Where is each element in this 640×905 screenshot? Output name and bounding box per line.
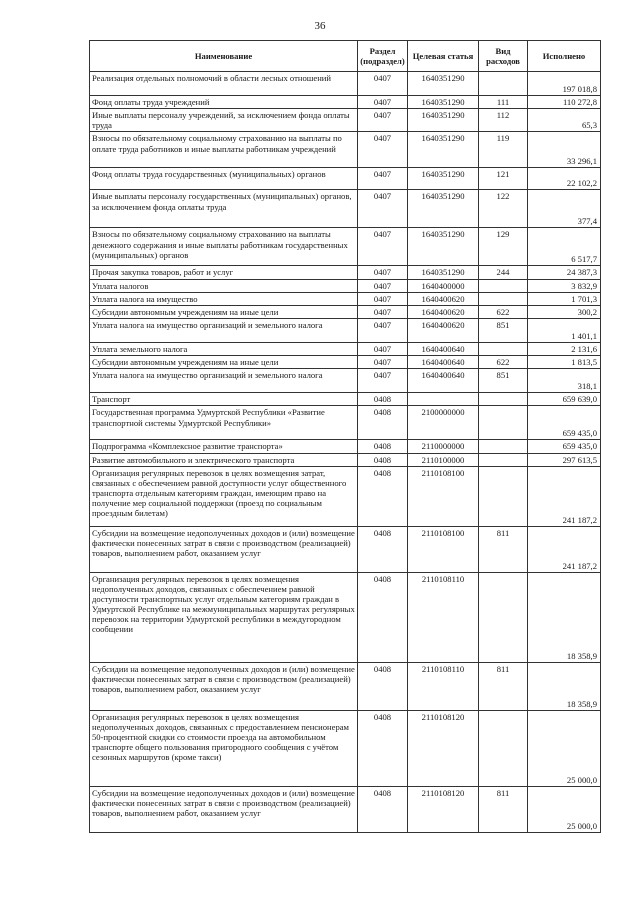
table-row (90, 406, 601, 440)
cell-name: Иные выплаты персоналу государственных (муниципальных) органов, за исключением фонда оплаты труда (90, 190, 358, 228)
table-row (90, 572, 601, 662)
table-row (90, 369, 601, 393)
cell-statya: 1640351290 (408, 109, 479, 132)
cell-ispolneno: 297 613,5 (528, 453, 601, 466)
cell-statya: 1640351290 (408, 72, 479, 96)
cell-name: Субсидии на возмещение недополученных доходов и (или) возмещение фактически понесенных затрат в связи с производством (реализацией) товаров, выполнением работ, оказанием услуг (90, 786, 358, 832)
cell-name: Субсидии на возмещение недополученных доходов и (или) возмещение фактически понесенных затрат в связи с производством (реализацией) товаров, выполнением работ, оказанием услуг (90, 662, 358, 710)
table-row (90, 266, 601, 279)
cell-name: Субсидии автономным учреждениям на иные цели (90, 305, 358, 318)
table-row (90, 132, 601, 168)
cell-name: Развитие автомобильного и электрического транспорта (90, 453, 358, 466)
cell-name: Иные выплаты персоналу учреждений, за исключением фонда оплаты труда (90, 109, 358, 132)
table-row (90, 440, 601, 453)
cell-vid: 112 (479, 109, 528, 132)
cell-name: Организация регулярных перевозок в целях возмещения недополученных доходов, связанных с обеспечением равной доступности транспортных услуг отдельным категориям граждан в Удмуртской Республике на межмуниципальных маршрутах регулярных перевозок на территории Удмуртской республики в междугородном сообщении (90, 572, 358, 662)
cell-razdel: 0407 (358, 279, 408, 292)
cell-ispolneno: 3 832,9 (528, 279, 601, 292)
table-row (90, 96, 601, 109)
cell-vid: 622 (479, 356, 528, 369)
cell-razdel: 0408 (358, 406, 408, 440)
cell-statya: 1640351290 (408, 96, 479, 109)
cell-ispolneno: 300,2 (528, 305, 601, 318)
cell-vid (479, 406, 528, 440)
cell-vid: 811 (479, 786, 528, 832)
table-body (90, 72, 601, 833)
cell-ispolneno: 1 813,5 (528, 356, 601, 369)
cell-vid: 622 (479, 305, 528, 318)
cell-statya: 2110108110 (408, 662, 479, 710)
header-ispolneno: Исполнено (528, 41, 601, 72)
cell-vid (479, 440, 528, 453)
cell-name: Фонд оплаты труда государственных (муниципальных) органов (90, 168, 358, 190)
cell-ispolneno: 1 401,1 (528, 318, 601, 342)
cell-ispolneno: 22 102,2 (528, 168, 601, 190)
cell-statya: 1640351290 (408, 228, 479, 266)
cell-vid (479, 572, 528, 662)
cell-vid (479, 393, 528, 406)
cell-ispolneno: 377,4 (528, 190, 601, 228)
cell-ispolneno: 659 435,0 (528, 406, 601, 440)
header-vid: Вид расходов (479, 41, 528, 72)
cell-name: Уплата налогов (90, 279, 358, 292)
cell-statya: 2110100000 (408, 453, 479, 466)
cell-name: Государственная программа Удмуртской Республики «Развитие транспортной системы Удмуртской Республики» (90, 406, 358, 440)
table-row (90, 453, 601, 466)
cell-statya: 1640400000 (408, 279, 479, 292)
cell-ispolneno: 659 639,0 (528, 393, 601, 406)
cell-statya: 2110108110 (408, 572, 479, 662)
cell-name: Субсидии автономным учреждениям на иные цели (90, 356, 358, 369)
cell-vid: 811 (479, 662, 528, 710)
cell-razdel: 0407 (358, 228, 408, 266)
cell-vid (479, 342, 528, 355)
table-row (90, 228, 601, 266)
table-row (90, 342, 601, 355)
cell-razdel: 0407 (358, 305, 408, 318)
cell-name: Уплата земельного налога (90, 342, 358, 355)
cell-statya: 2110108100 (408, 466, 479, 526)
cell-razdel: 0408 (358, 393, 408, 406)
table-header (90, 41, 601, 72)
cell-razdel: 0407 (358, 342, 408, 355)
cell-razdel: 0407 (358, 318, 408, 342)
table-row (90, 168, 601, 190)
cell-razdel: 0407 (358, 356, 408, 369)
cell-vid: 122 (479, 190, 528, 228)
cell-vid (479, 466, 528, 526)
cell-ispolneno: 18 358,9 (528, 662, 601, 710)
cell-ispolneno: 24 387,3 (528, 266, 601, 279)
cell-vid: 851 (479, 369, 528, 393)
table-row (90, 356, 601, 369)
cell-name: Уплата налога на имущество организаций и земельного налога (90, 369, 358, 393)
table-row (90, 305, 601, 318)
cell-razdel: 0408 (358, 710, 408, 786)
cell-ispolneno: 197 018,8 (528, 72, 601, 96)
cell-name: Фонд оплаты труда учреждений (90, 96, 358, 109)
table-row (90, 466, 601, 526)
cell-vid: 111 (479, 96, 528, 109)
cell-statya: 1640400640 (408, 356, 479, 369)
cell-vid (479, 279, 528, 292)
cell-vid (479, 292, 528, 305)
cell-name: Организация регулярных перевозок в целях возмещения затрат, связанных с обеспечением равной доступности услуг общественного транспорта отдельным категориям граждан, имеющим право на получение мер социальной поддержки (проезд по социальным проездным билетам) (90, 466, 358, 526)
cell-statya (408, 393, 479, 406)
table-row (90, 109, 601, 132)
cell-statya: 1640351290 (408, 132, 479, 168)
cell-vid: 119 (479, 132, 528, 168)
budget-table (89, 40, 601, 833)
cell-razdel: 0408 (358, 786, 408, 832)
cell-ispolneno: 25 000,0 (528, 710, 601, 786)
cell-statya: 1640351290 (408, 266, 479, 279)
cell-ispolneno: 110 272,8 (528, 96, 601, 109)
cell-ispolneno: 2 131,6 (528, 342, 601, 355)
table-row (90, 710, 601, 786)
cell-statya: 1640400640 (408, 369, 479, 393)
cell-vid: 129 (479, 228, 528, 266)
cell-statya: 2110108120 (408, 786, 479, 832)
table-row (90, 279, 601, 292)
cell-name: Организация регулярных перевозок в целях возмещения недополученных доходов, связанных с предоставлением пенсионерам 50-процентной скидки со стоимости проезда на автомобильном транспорте общего пользования пригородного сообщения с учётом сезонных маршрутов (кроме такси) (90, 710, 358, 786)
cell-statya: 2110108120 (408, 710, 479, 786)
header-statya: Целевая статья (408, 41, 479, 72)
cell-razdel: 0407 (358, 369, 408, 393)
cell-razdel: 0407 (358, 292, 408, 305)
cell-statya: 1640351290 (408, 190, 479, 228)
cell-razdel: 0407 (358, 109, 408, 132)
cell-ispolneno: 18 358,9 (528, 572, 601, 662)
cell-ispolneno: 659 435,0 (528, 440, 601, 453)
cell-razdel: 0407 (358, 132, 408, 168)
cell-vid (479, 710, 528, 786)
cell-statya: 2100000000 (408, 406, 479, 440)
table-row (90, 190, 601, 228)
cell-statya: 1640400620 (408, 318, 479, 342)
cell-vid: 851 (479, 318, 528, 342)
cell-razdel: 0407 (358, 190, 408, 228)
cell-statya: 1640400620 (408, 292, 479, 305)
page-number: 36 (314, 20, 326, 32)
cell-name: Взносы по обязательному социальному страхованию на выплаты денежного содержания и иные выплаты работникам государственных (муниципальных) органов (90, 228, 358, 266)
cell-statya: 1640351290 (408, 168, 479, 190)
cell-ispolneno: 318,1 (528, 369, 601, 393)
cell-ispolneno: 65,3 (528, 109, 601, 132)
cell-name: Реализация отдельных полномочий в области лесных отношений (90, 72, 358, 96)
cell-ispolneno: 25 000,0 (528, 786, 601, 832)
cell-razdel: 0408 (358, 440, 408, 453)
table-row (90, 393, 601, 406)
table-row (90, 526, 601, 572)
cell-statya: 1640400640 (408, 342, 479, 355)
cell-ispolneno: 6 517,7 (528, 228, 601, 266)
cell-vid: 121 (479, 168, 528, 190)
cell-razdel: 0408 (358, 662, 408, 710)
cell-name: Транспорт (90, 393, 358, 406)
cell-ispolneno: 241 187,2 (528, 466, 601, 526)
cell-statya: 2110000000 (408, 440, 479, 453)
cell-razdel: 0408 (358, 453, 408, 466)
cell-name: Субсидии на возмещение недополученных доходов и (или) возмещение фактически понесенных затрат в связи с производством (реализацией) товаров, выполнением работ, оказанием услуг (90, 526, 358, 572)
cell-name: Взносы по обязательному социальному страхованию на выплаты по оплате труда работников и иные выплаты работникам учреждений (90, 132, 358, 168)
cell-statya: 1640400620 (408, 305, 479, 318)
cell-razdel: 0407 (358, 72, 408, 96)
cell-vid: 244 (479, 266, 528, 279)
cell-razdel: 0408 (358, 572, 408, 662)
header-razdel: Раздел (подраздел) (358, 41, 408, 72)
header-name: Наименование (90, 41, 358, 72)
table-row (90, 318, 601, 342)
table-row (90, 72, 601, 96)
cell-razdel: 0408 (358, 466, 408, 526)
cell-razdel: 0408 (358, 526, 408, 572)
cell-vid (479, 72, 528, 96)
cell-razdel: 0407 (358, 266, 408, 279)
cell-razdel: 0407 (358, 168, 408, 190)
table-row (90, 662, 601, 710)
cell-ispolneno: 33 296,1 (528, 132, 601, 168)
cell-name: Подпрограмма «Комплексное развитие транспорта» (90, 440, 358, 453)
cell-statya: 2110108100 (408, 526, 479, 572)
cell-name: Уплата налога на имущество организаций и земельного налога (90, 318, 358, 342)
cell-razdel: 0407 (358, 96, 408, 109)
cell-vid (479, 453, 528, 466)
cell-name: Уплата налога на имущество (90, 292, 358, 305)
cell-ispolneno: 241 187,2 (528, 526, 601, 572)
table-row (90, 786, 601, 832)
table-row (90, 292, 601, 305)
cell-name: Прочая закупка товаров, работ и услуг (90, 266, 358, 279)
cell-vid: 811 (479, 526, 528, 572)
cell-ispolneno: 1 701,3 (528, 292, 601, 305)
